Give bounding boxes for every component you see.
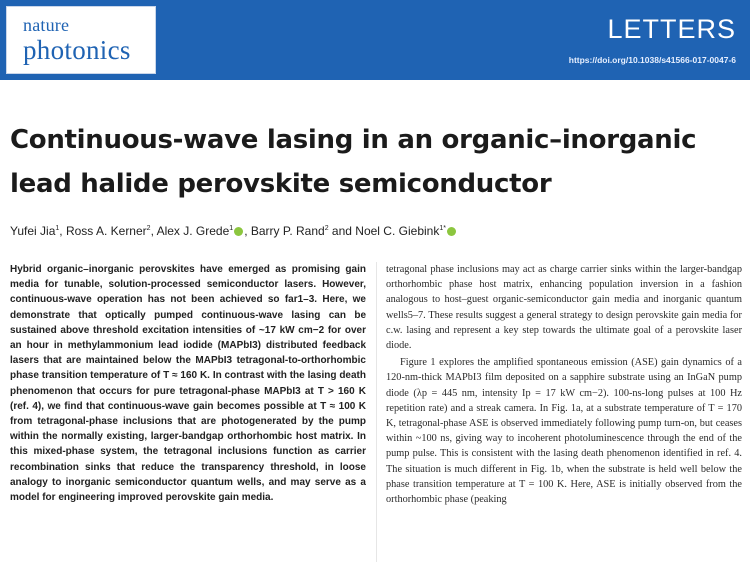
author-separator: and	[328, 224, 356, 238]
main-text-column	[386, 262, 742, 562]
journal-name-small: nature	[23, 15, 70, 35]
author-affiliation-marker: 2	[146, 225, 151, 232]
orcid-icon[interactable]	[447, 227, 456, 236]
author-affiliation-marker: 2	[324, 225, 329, 232]
journal-header-banner	[0, 0, 750, 80]
section-label: LETTERS	[607, 14, 736, 44]
orcid-icon[interactable]	[234, 227, 243, 236]
author-affiliation-marker: 1*	[439, 225, 446, 232]
author-separator: ,	[244, 224, 251, 238]
body-paragraph: tetragonal phase inclusions may act as charge carrier sinks within the larger-bandgap orthorhombic phase host matrix, enhancing population inversion in a fashion analogous to host–guest organic-semiconductor gain media and inorganic quantum wells5–7. These results suggest a general strategy to design perovskite gain media for c.w. lasing and represent a key step towards the ultimate goal of a perovskite laser diode.	[386, 264, 742, 352]
author-list	[10, 224, 740, 238]
article-title: Continuous-wave lasing in an organic–inorganic lead halide perovskite semiconductor	[10, 125, 697, 199]
author-affiliation-marker: 1	[55, 225, 60, 232]
author-separator: ,	[59, 224, 66, 238]
author-affiliation-marker: 1	[229, 225, 234, 232]
body-paragraph: Figure 1 explores the amplified spontaneous emission (ASE) gain dynamics of a 120-nm-thick MAPbI3 film deposited on a sapphire substrate using an InGaN pump diode (λp = 445 nm, intensity Ip = 17 kW cm−2). 100-ns-long pulses at 100 Hz repetition rate) and a streak camera. In Fig. 1a, at a substrate temperature of T = 170 K, tetragonal-phase ASE is observed immediately following pump turn-on, but ceases within ~100 ns, giving way to incoherent photoluminescence through the end of the pump pulse. This is consistent with the lasing death phenomenon identified in ref. 4. The situation is much different in Fig. 1b, when the substrate is held well below the phase transition temperature at T = 100 K. Here, ASE is initially observed from the orthorhombic phase (peaking	[386, 357, 742, 506]
author-name[interactable]: Alex J. Grede	[156, 224, 230, 238]
author-name[interactable]: Barry P. Rand	[250, 224, 325, 238]
abstract-paragraph: Hybrid organic–inorganic perovskites have emerged as promising gain media for tunable, solution-processed semiconductor lasers. However, continuous-wave operation has not been achieved so far1–3. Here, we demonstrate that optically pumped continuous-wave lasing can be sustained above threshold excitation intensities of ~17 kW cm−2 for over an hour in methylammonium lead iodide (MAPbI3) distributed feedback lasers that are maintained below the MAPbI3 tetragonal-to-orthorhombic phase transition temperature of T ≈ 160 K. In contrast with the lasing death phenomenon that occurs for pure tetragonal-phase MAPbI3 at T > 160 K (ref. 4), we find that continuous-wave gain becomes possible at T ≈ 100 K from tetragonal-phase inclusions that are photogenerated by the pump within the normally existing, larger-bandgap orthorhombic host matrix. In this mixed-phase system, the tetragonal inclusions function as carrier recombination sinks that reduce the transparency threshold, in loose analogy to inorganic semiconductor quantum wells, and may serve as a model for engineering improved perovskite gain media.	[10, 264, 366, 504]
author-name[interactable]: Noel C. Giebink	[355, 224, 440, 238]
author-name[interactable]: Ross A. Kerner	[65, 224, 147, 238]
column-divider	[376, 262, 377, 562]
author-separator: ,	[150, 224, 157, 238]
author-name[interactable]: Yufei Jia	[10, 224, 56, 238]
doi-link[interactable]: https://doi.org/10.1038/s41566-017-0047-6	[568, 55, 736, 65]
journal-name-big: photonics	[23, 35, 131, 65]
journal-logo[interactable]	[6, 6, 156, 74]
